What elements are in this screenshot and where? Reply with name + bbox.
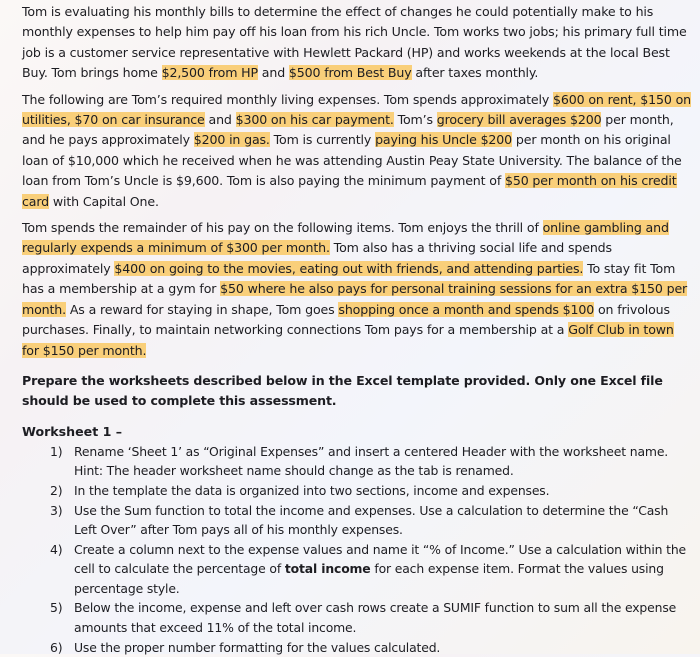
paragraph-text: The following are Tom’s required monthly living expenses. Tom spends approximately [22,91,554,107]
task-item [22,598,692,637]
task-item [22,540,692,599]
paragraph-text: To stay fit Tom has a membership at a gym for [22,260,676,297]
highlighted-text: online gambling and regularly expends a minimum of $300 per month. [22,220,669,256]
paragraph-text: Tom is currently [269,132,376,148]
instructions-text: Prepare the worksheets described below in the Excel template provided. Only one Excel file should be used to complete this assessment. [22,372,663,409]
paragraph-text: on frivolous purchases. Finally, to maintain networking connections Tom pays for a membership at a [22,301,670,338]
task-text: Use the Sum function to total the income and expenses. Use a calculation to determine the “Cash Left Over” after Tom pays all of his monthly expenses. [74,502,669,538]
paragraph-text: with Capital One. [49,193,159,209]
task-text-bold: total income [284,561,371,577]
paragraph-text: after taxes monthly. [411,65,539,81]
task-text: Use the proper number formatting for the values calculated. [74,639,441,655]
paragraph-text: and [204,112,236,128]
paragraph-living-expenses [22,90,692,212]
task-text: Create a column next to the expense values and name it “% of Income.” Use a calculation within the cell to calculate the percentage of [74,541,687,577]
paragraph-text: As a reward for staying in shape, Tom goes [65,301,339,317]
highlighted-text: $2,500 from HP [161,65,258,81]
task-text: Rename ‘Sheet 1’ as “Original Expenses” and insert a centered Header with the worksheet name. Hint: The header worksheet name should change as the tab is renamed. [74,443,669,479]
highlighted-text: Golf Club in town for $150 per month. [22,322,674,358]
highlighted-text: shopping once a month and spends $100 [338,301,595,317]
highlighted-text: $300 on his car payment. [235,112,394,128]
task-item [22,481,692,501]
highlighted-text: $500 from Best Buy [288,65,412,81]
highlighted-text: $200 in gas. [193,132,270,148]
paragraph-text: Tom spends the remainder of his pay on the following items. Tom enjoys the thrill of [22,220,543,236]
highlighted-text: $400 on going to the movies, eating out with friends, and attending parties. [114,260,584,276]
task-number: 4) [50,541,63,557]
task-text: In the template the data is organized into two sections, income and expenses. [74,482,550,498]
paragraph-discretionary-spending [22,218,692,361]
paragraph-text: and [257,65,289,81]
paragraph-text: Tom’s [393,112,437,128]
worksheet-title: Worksheet 1 – [22,423,123,439]
paragraph-text: per month, and he pays approximately [22,112,674,148]
highlighted-text: $600 on rent, $150 on utilities, $70 on car insurance [22,91,691,128]
task-item [22,501,692,540]
task-number: 6) [50,639,63,655]
task-number: 5) [50,600,63,616]
paragraph-income [22,2,692,84]
paragraph-text: Tom is evaluating his monthly bills to determine the effect of changes he could potentially make to his monthly expenses to help him pay off his loan from his rich Uncle. Tom works two jobs; his primary full time job is a customer service representative with Hewlett Packard (HP) and works weekends at the local Best Buy. Tom brings home [22,4,687,81]
task-text-continued: for each expense item. Format the values using percentage style. [74,561,664,596]
highlighted-text: paying his Uncle $200 [375,132,513,148]
task-number: 1) [50,443,63,459]
task-item [22,442,692,481]
task-list [22,442,692,657]
task-item [22,638,692,657]
highlighted-text: $50 where he also pays for personal training sessions for an extra $150 per month. [22,281,688,317]
task-number: 2) [50,482,63,498]
task-number: 3) [50,502,63,518]
paragraph-text: per month on his original loan of $10,000 which he received when he was attending Austin Peay State University. The balance of the loan from Tom’s Uncle is $9,600. Tom is also paying the minimum payment of [22,132,682,189]
task-text: Below the income, expense and left over cash rows create a SUMIF function to sum all the expense amounts that exceed 11% of the total income. [74,600,677,636]
highlighted-text: $50 per month on his credit card [22,173,677,209]
highlighted-text: grocery bill averages $200 [436,112,602,128]
paragraph-text: Tom also has a thriving social life and spends approximately [22,240,612,276]
